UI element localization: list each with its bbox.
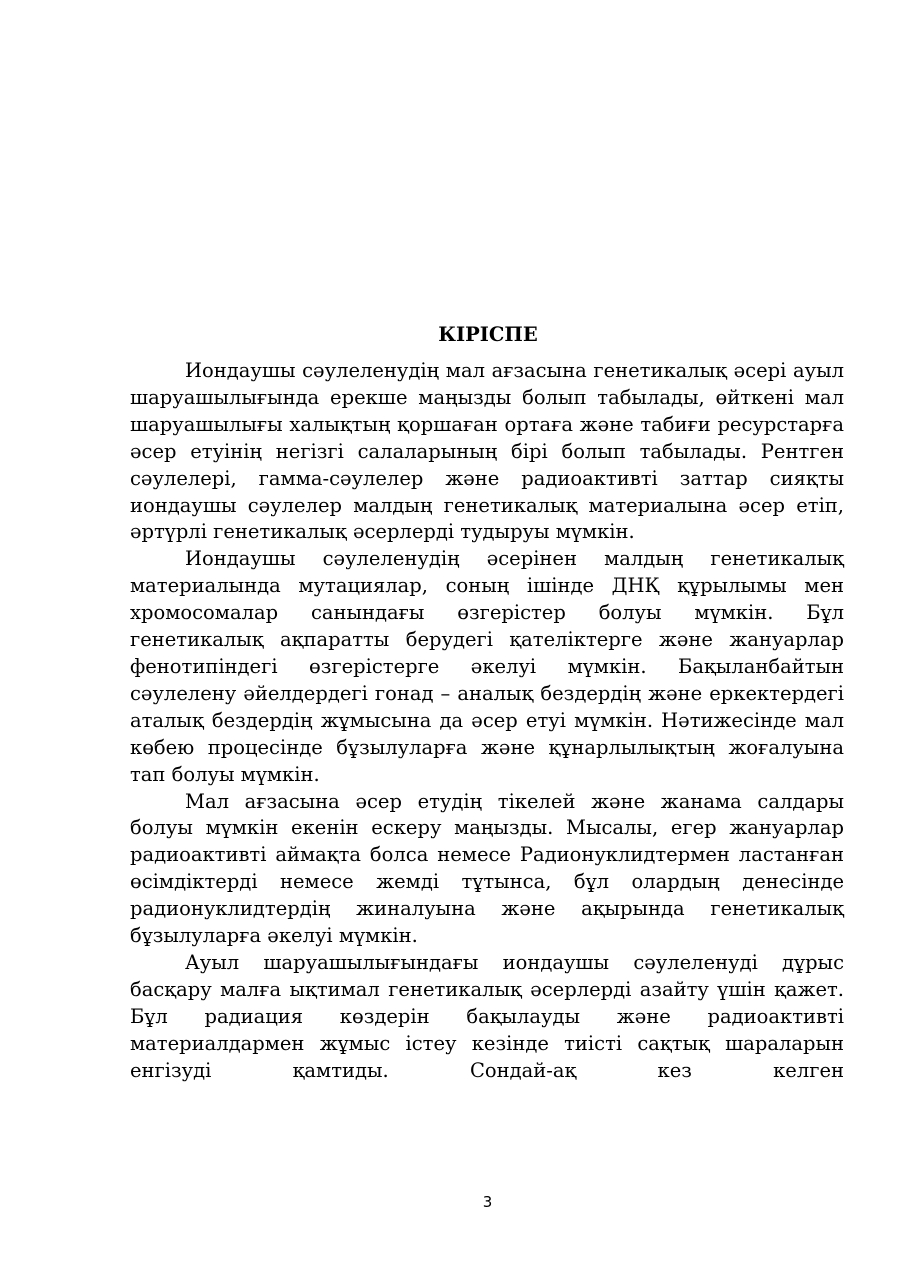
page-content — [130, 320, 844, 1084]
paragraph-3: Мал ағзасына әсер етудің тікелей және жанама салдары болуы мүмкін екенін ескеру маңызды. Мысалы, егер жануарлар радиоактивті аймақта болса немесе Радионуклидтермен ластанған өсімдіктерді немесе жемді тұтынса, бұл олардың денесінде радионуклидтердің жиналуына және ақырында генетикалық бұзылуларға әкелуі мүмкін. — [130, 789, 844, 948]
section-heading: КІРІСПЕ — [438, 323, 538, 346]
paragraph-4: Ауыл шаруашылығындағы иондаушы сәулеленуді дұрыс басқару малға ықтимал генетикалық әсерлерді азайту үшін қажет. Бұл радиация көздерін бақылауды және радиоактивті материалдармен жұмыс істеу кезінде тиісті сақтық шараларын енгізуді қамтиды. Сондай-ақ кез келген — [130, 950, 844, 1082]
paragraph-1: Иондаушы сәулеленудің мал ағзасына генетикалық әсері ауыл шаруашылығында ерекше маңызды болып табылады, өйткені мал шаруашылығы халықтың қоршаған ортаға және табиғи ресурстарға әсер етуінің негізгі салаларының бірі болып табылады. Рентген сәулелері, гамма-сәулелер және радиоактивті заттар сияқты иондаушы сәулелер малдың генетикалық материалына әсер етіп, әртүрлі генетикалық әсерлерді тудыруы мүмкін. — [130, 359, 844, 544]
paragraph-2: Иондаушы сәулеленудің әсерінен малдың генетикалық материалында мутациялар, соның ішінде ДНҚ құрылымы мен хромосомалар санындағы өзгерістер болуы мүмкін. Бұл генетикалық ақпаратты берудегі қателіктерге және жануарлар фенотипіндегі өзгерістерге әкелуі мүмкін. Бақыланбайтын сәулелену әйелдердегі гонад – аналық бездердің және еркектердегі аталық бездердің жұмысына да әсер етуі мүмкін. Нәтижесінде мал көбею процесінде бұзылуларға және құнарлылықтың жоғалуына тап болуы мүмкін. — [130, 547, 844, 786]
page-number: 3 — [482, 1193, 493, 1211]
